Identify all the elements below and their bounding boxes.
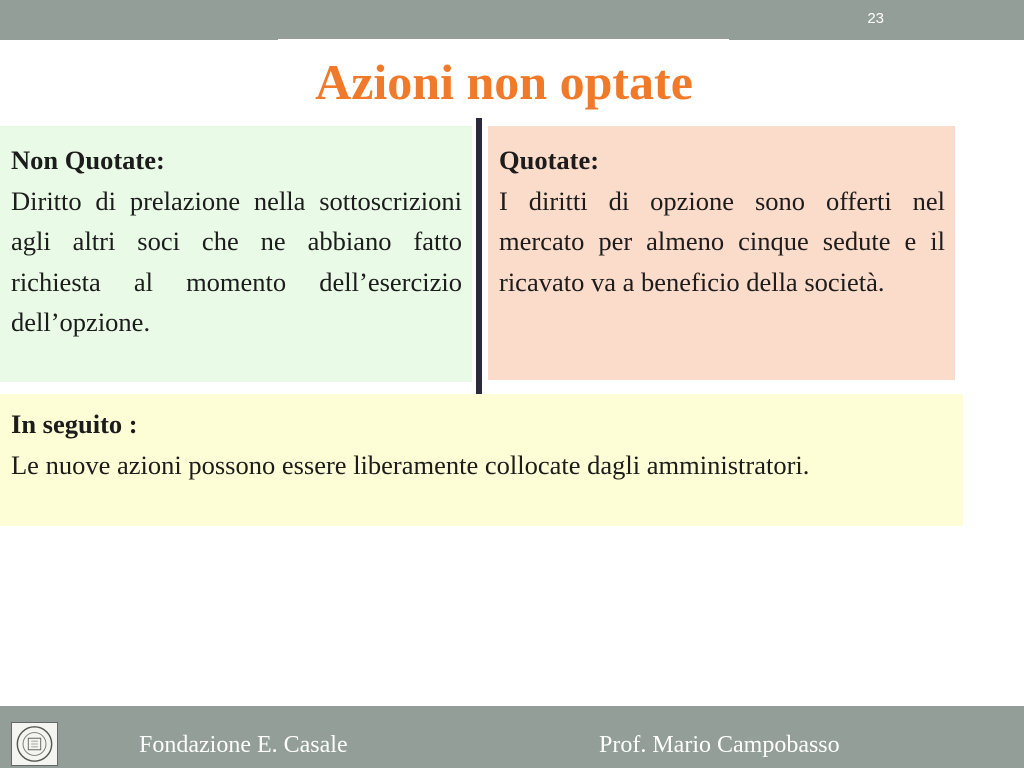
footer-author: Prof. Mario Campobasso bbox=[599, 732, 840, 758]
footer-organization: Fondazione E. Casale bbox=[139, 732, 348, 758]
header-divider bbox=[278, 39, 729, 42]
non-quotate-heading: Non Quotate: bbox=[11, 145, 165, 175]
seal-icon bbox=[11, 722, 58, 766]
in-seguito-box bbox=[0, 394, 963, 526]
quotate-text: I diritti di opzione sono offerti nel mercato per almeno cinque sedute e il ricavato va a beneficio della società. bbox=[499, 185, 945, 297]
quotate-box bbox=[488, 126, 955, 380]
non-quotate-box bbox=[0, 126, 472, 382]
quotate-heading: Quotate: bbox=[499, 145, 600, 175]
in-seguito-heading: In seguito : bbox=[11, 409, 138, 439]
slide-number: 23 bbox=[867, 10, 884, 27]
column-divider bbox=[476, 118, 482, 394]
non-quotate-text: Diritto di prelazione nella sottoscrizioni agli altri soci che ne abbiano fatto richiesta al momento dell’esercizio dell’opzione. bbox=[11, 185, 462, 337]
in-seguito-text: Le nuove azioni possono essere liberamente collocate dagli amministratori. bbox=[11, 449, 810, 480]
slide-title: Azioni non optate bbox=[315, 54, 693, 110]
